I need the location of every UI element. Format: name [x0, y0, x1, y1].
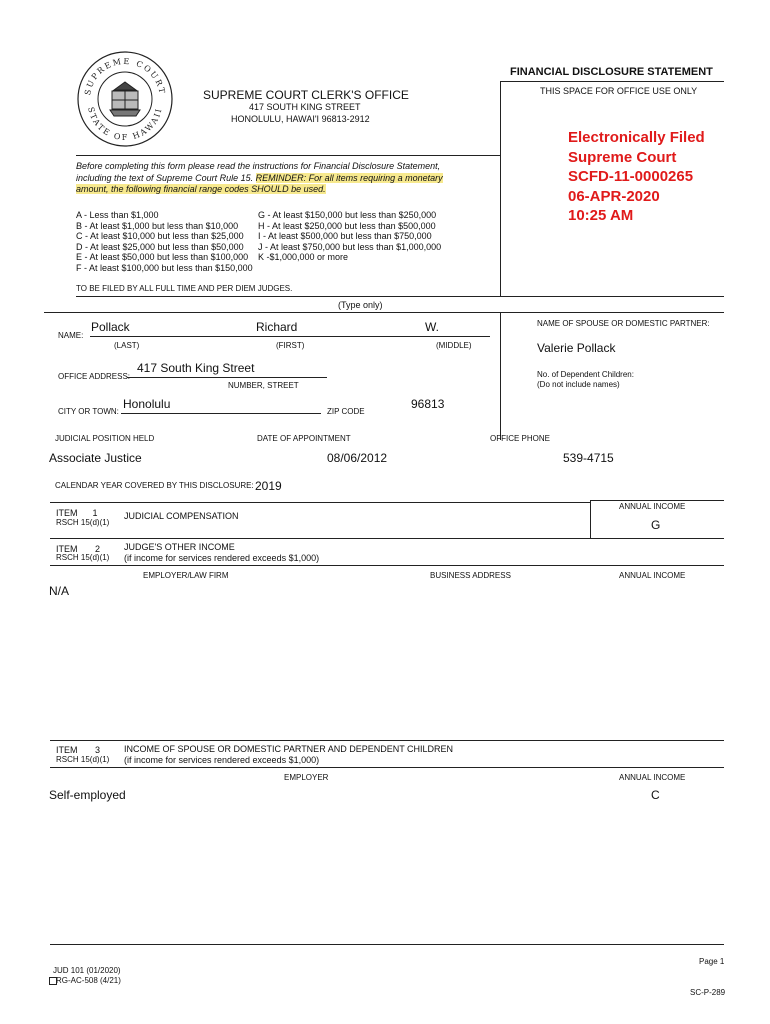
court-seal [76, 50, 174, 148]
item3-subtitle: (if income for services rendered exceeds $1,000) [124, 755, 320, 765]
range-code-b: B - At least $1,000 but less than $10,000 [76, 220, 239, 231]
item1-rule: RSCH 15(d)(1) [56, 518, 110, 527]
phone-value[interactable]: 539-4715 [563, 451, 614, 465]
city-label: CITY OR TOWN: [58, 407, 119, 416]
item2-value[interactable]: N/A [49, 584, 70, 598]
name-label: NAME: [58, 331, 84, 340]
sc-number: SC-P-289 [690, 988, 726, 997]
item3-title: INCOME OF SPOUSE OR DOMESTIC PARTNER AND DEPENDENT CHILDREN [124, 744, 454, 754]
city-value[interactable]: Honolulu [123, 397, 171, 411]
name-first-label: (FIRST) [276, 341, 305, 350]
item1-income-label: ANNUAL INCOME [619, 502, 686, 511]
office-address-sublabel: NUMBER, STREET [228, 381, 299, 390]
dependents-sublabel: (Do not include names) [537, 380, 620, 389]
name-last-label: (LAST) [114, 341, 140, 350]
range-code-a: A - Less than $1,000 [76, 210, 159, 220]
spouse-value[interactable]: Valerie Pollack [537, 341, 616, 355]
range-code-h: H - At least $250,000 but less than $500,000 [258, 220, 436, 231]
office-address-line1: 417 SOUTH KING STREET [249, 102, 361, 112]
item2-label: ITEM 2 [56, 544, 101, 554]
efile-line4: 06-APR-2020 [568, 187, 660, 205]
office-address-line2: HONOLULU, HAWAI'I 96813-2912 [231, 114, 370, 124]
phone-label: OFFICE PHONE [490, 434, 551, 443]
zip-label: ZIP CODE [327, 407, 365, 416]
office-name: SUPREME COURT CLERK'S OFFICE [203, 88, 409, 102]
filed-by-note: TO BE FILED BY ALL FULL TIME AND PER DIEM JUDGES. [76, 284, 293, 293]
range-code-j: J - At least $750,000 but less than $1,000,000 [258, 241, 442, 252]
page-number: Page 1 [699, 957, 725, 966]
range-code-i: I - At least $500,000 but less than $750,000 [258, 231, 432, 242]
name-last-value[interactable]: Pollack [91, 320, 130, 334]
item1-title: JUDICIAL COMPENSATION [124, 511, 239, 521]
item3-employer-value[interactable]: Self-employed [49, 788, 126, 802]
seal-emblem-icon [110, 82, 140, 116]
instructions-range-note: amount, the following financial range codes SHOULD be used. [76, 184, 326, 194]
instructions-line1: Before completing this form please read the instructions for Financial Disclosure Statement, [76, 161, 441, 171]
instructions-line3 [76, 184, 326, 194]
efile-line1: Electronically Filed [568, 129, 705, 146]
item3-rule: RSCH 15(d)(1) [56, 755, 110, 764]
calendar-year-value[interactable]: 2019 [255, 479, 282, 493]
appointment-label: DATE OF APPOINTMENT [257, 434, 351, 443]
range-code-f: F - At least $100,000 but less than $150,000 [76, 262, 253, 273]
item2-rule: RSCH 15(d)(1) [56, 553, 110, 562]
position-label: JUDICIAL POSITION HELD [55, 434, 155, 443]
form-title: FINANCIAL DISCLOSURE STATEMENT [510, 66, 713, 78]
office-use-label: THIS SPACE FOR OFFICE USE ONLY [540, 86, 698, 96]
calendar-year-label: CALENDAR YEAR COVERED BY THIS DISCLOSURE: [55, 481, 254, 490]
item2-employer-col: EMPLOYER/LAW FIRM [143, 571, 229, 580]
range-code-d: D - At least $25,000 but less than $50,000 [76, 241, 244, 252]
name-first-value[interactable]: Richard [256, 320, 298, 334]
instructions-line2-plain: including the text of Supreme Court Rule 15. [76, 173, 256, 183]
range-codes-left [76, 210, 253, 274]
office-address-label: OFFICE ADDRESS: [58, 372, 131, 381]
spouse-label: NAME OF SPOUSE OR DOMESTIC PARTNER: [537, 319, 710, 328]
dependents-label: No. of Dependent Children: [537, 370, 634, 379]
efile-line3: SCFD-11-0000265 [568, 168, 694, 185]
item1-income-value[interactable]: G [651, 518, 661, 532]
range-code-k: K -$1,000,000 or more [258, 252, 349, 263]
checkbox-icon [49, 977, 57, 985]
form-number: JUD 101 (01/2020) [53, 966, 121, 975]
item2-number: 2 [95, 544, 101, 554]
item2-address-col: BUSINESS ADDRESS [430, 571, 511, 580]
item3-label: ITEM 3 [56, 745, 101, 755]
item1-number: 1 [92, 508, 98, 518]
item3-employer-col: EMPLOYER [284, 773, 329, 782]
range-codes-right [258, 210, 441, 263]
rg-number: RG-AC-508 (4/21) [56, 976, 121, 985]
seal-top-text: SUPREME COURT [83, 56, 167, 96]
name-middle-label: (MIDDLE) [436, 341, 472, 350]
type-only-note: (Type only) [338, 300, 383, 310]
efile-line2: Supreme Court [568, 148, 677, 166]
efile-line5: 10:25 AM [568, 207, 634, 224]
item3-income-col: ANNUAL INCOME [619, 773, 686, 782]
item3-number: 3 [95, 745, 101, 755]
range-code-c: C - At least $10,000 but less than $25,000 [76, 231, 244, 242]
instructions-line2 [76, 173, 443, 183]
office-address-value[interactable]: 417 South King Street [137, 361, 255, 375]
name-middle-value[interactable]: W. [425, 320, 439, 334]
position-value[interactable]: Associate Justice [49, 451, 142, 465]
item1-label: ITEM 1 [56, 508, 98, 518]
range-code-g: G - At least $150,000 but less than $250,000 [258, 210, 437, 220]
seal-bottom-text: STATE OF HAWAII [86, 106, 164, 143]
range-code-e: E - At least $50,000 but less than $100,000 [76, 252, 249, 263]
instructions-reminder: REMINDER: For all items requiring a monetary [255, 173, 443, 183]
item2-title: JUDGE'S OTHER INCOME [124, 542, 235, 552]
appointment-value[interactable]: 08/06/2012 [327, 451, 388, 465]
item3-income-value[interactable]: C [651, 788, 660, 802]
electronic-filing-stamp [568, 128, 705, 226]
item2-income-col: ANNUAL INCOME [619, 571, 686, 580]
zip-value[interactable]: 96813 [411, 397, 445, 411]
item2-subtitle: (if income for services rendered exceeds $1,000) [124, 553, 320, 563]
